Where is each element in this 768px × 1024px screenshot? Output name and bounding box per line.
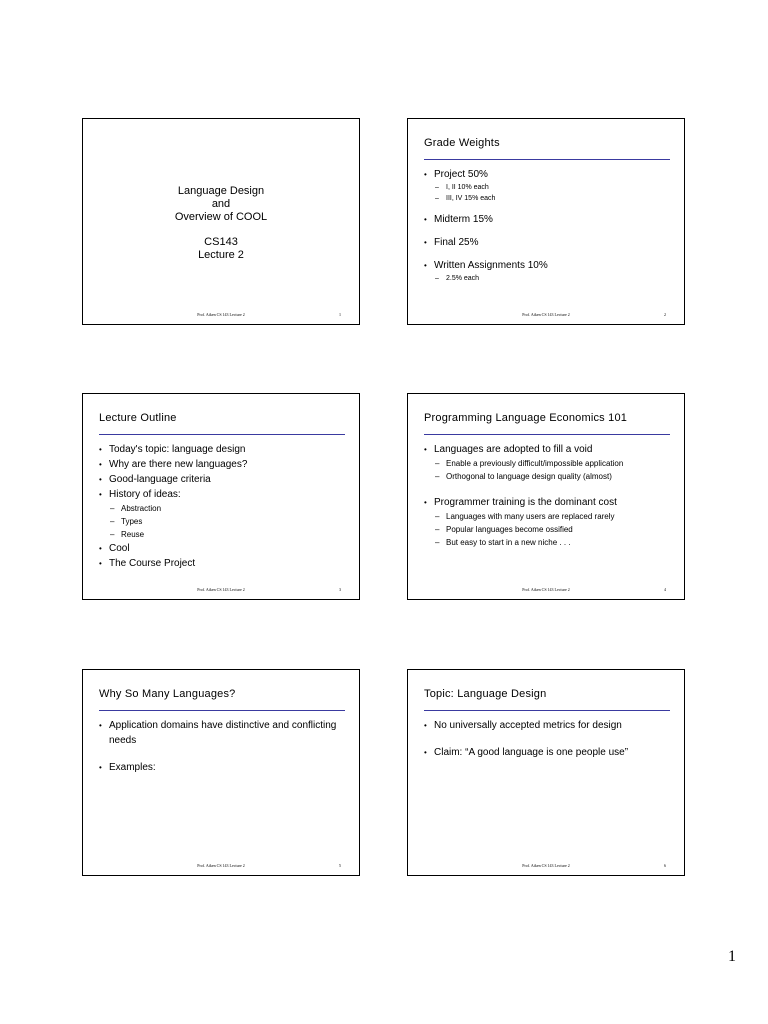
bullet-item: • Today's topic: language design xyxy=(99,442,349,457)
lecture-label: Lecture 2 xyxy=(198,249,244,261)
sub-bullet-item: – Types xyxy=(99,515,349,528)
footer-text: Prof. Aiken CS 143 Lecture 2 xyxy=(522,587,570,592)
sub-bullet-item: – Orthogonal to language design quality (almost) xyxy=(424,470,674,483)
sub-bullet-item: – Languages with many users are replaced rarely xyxy=(424,510,674,523)
bullet-item: • Midterm 15% xyxy=(424,212,674,227)
slide-body xyxy=(99,442,349,571)
title-line: Language Design xyxy=(177,185,265,197)
title-block xyxy=(83,185,359,262)
slide-body xyxy=(424,442,674,549)
title-divider xyxy=(99,710,345,711)
slide-2 xyxy=(407,118,685,325)
sub-bullet-item: – 2.5% each xyxy=(424,273,674,284)
title-divider xyxy=(424,710,670,711)
slide-4 xyxy=(407,393,685,600)
bullet-item: • No universally accepted metrics for design xyxy=(424,718,674,733)
bullet-item: • Programmer training is the dominant cost xyxy=(424,495,674,510)
bullet-item: • Application domains have distinctive and conflicting needs xyxy=(99,718,339,748)
title-line: Overview of COOL xyxy=(174,211,268,223)
slide-number: 5 xyxy=(339,863,341,868)
title-divider xyxy=(99,434,345,435)
slide-title: Programming Language Economics 101 xyxy=(424,412,628,424)
bullet-item: • Final 25% xyxy=(424,235,674,250)
bullet-item: • Examples: xyxy=(99,760,349,775)
slide-5 xyxy=(82,669,360,876)
title-divider xyxy=(424,434,670,435)
slide-title: Grade Weights xyxy=(424,137,500,149)
slide-number: 3 xyxy=(339,587,341,592)
sub-bullet-item: – But easy to start in a new niche . . . xyxy=(424,536,674,549)
slide-3 xyxy=(82,393,360,600)
bullet-item: • Claim: “A good language is one people use” xyxy=(424,745,674,760)
footer-text: Prof. Aiken CS 143 Lecture 2 xyxy=(197,863,245,868)
footer-text: Prof. Aiken CS 143 Lecture 2 xyxy=(522,312,570,317)
bullet-item: • History of ideas: xyxy=(99,487,349,502)
bullet-item: • Written Assignments 10% xyxy=(424,258,674,273)
page-number: 1 xyxy=(728,948,736,965)
bullet-item: • Cool xyxy=(99,541,349,556)
slide-1 xyxy=(82,118,360,325)
slide-number: 2 xyxy=(664,312,666,317)
course-code: CS143 xyxy=(204,236,238,248)
sub-bullet-item: – Reuse xyxy=(99,528,349,541)
title-divider xyxy=(424,159,670,160)
title-line: and xyxy=(211,198,231,210)
bullet-item: • Good-language criteria xyxy=(99,472,349,487)
slide-number: 1 xyxy=(339,312,341,317)
slide-body xyxy=(99,718,349,775)
bullet-item: • Languages are adopted to fill a void xyxy=(424,442,674,457)
slide-title: Why So Many Languages? xyxy=(99,688,236,700)
footer-text: Prof. Aiken CS 143 Lecture 2 xyxy=(197,587,245,592)
slide-number: 4 xyxy=(664,587,666,592)
bullet-item: • The Course Project xyxy=(99,556,349,571)
sub-bullet-item: – Abstraction xyxy=(99,502,349,515)
footer-text: Prof. Aiken CS 143 Lecture 2 xyxy=(522,863,570,868)
sub-bullet-item: – Popular languages become ossified xyxy=(424,523,674,536)
slide-title: Topic: Language Design xyxy=(424,688,547,700)
bullet-item: • Why are there new languages? xyxy=(99,457,349,472)
sub-bullet-item: – III, IV 15% each xyxy=(424,193,674,204)
slide-6 xyxy=(407,669,685,876)
slide-number: 6 xyxy=(664,863,666,868)
slide-body xyxy=(424,167,674,284)
bullet-item: • Project 50% xyxy=(424,167,674,182)
sub-bullet-item: – Enable a previously difficult/impossible application xyxy=(424,457,674,470)
slide-body xyxy=(424,718,674,760)
footer-text: Prof. Aiken CS 143 Lecture 2 xyxy=(197,312,245,317)
slide-title: Lecture Outline xyxy=(99,412,177,424)
sub-bullet-item: – I, II 10% each xyxy=(424,182,674,193)
